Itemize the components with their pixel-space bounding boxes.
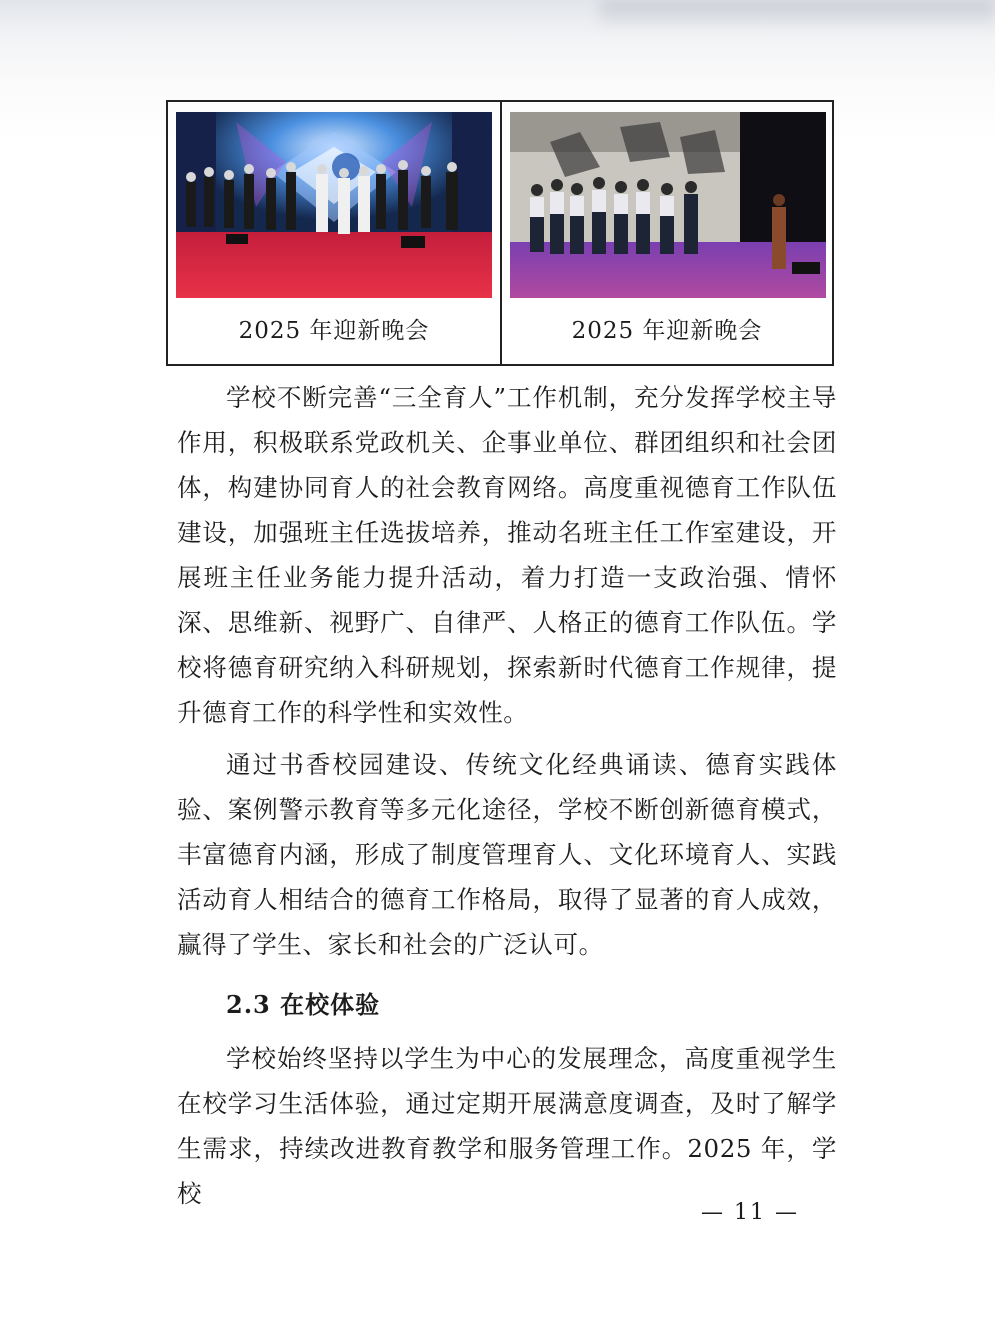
photo-cell-right [500,102,832,364]
paragraph-moral-education-model: 通过书香校园建设、传统文化经典诵读、德育实践体验、案例警示教育等多元化途径，学校不断创新德育模式，丰富德育内涵，形成了制度管理育人、文化环境育人、实践活动育人相结合的德育工作格局，取得了显著的育人成效，赢得了学生、家长和社会的广泛认可。 [177,750,837,959]
section-heading: 2.3 在校体验 [226,990,381,1019]
photo-caption-right: 2025 年迎新晚会 [571,318,763,344]
stage-performance-photo-right [510,112,826,298]
photo-table [166,100,834,366]
page-number: — 11 — [701,1200,799,1225]
scan-shadow [600,0,995,30]
photo-cell-left [168,102,500,364]
stage-performance-photo-left [176,112,492,298]
paragraph-campus-experience: 学校始终坚持以学生为中心的发展理念，高度重视学生在校学习生活体验，通过定期开展满意度调查，及时了解学生需求，持续改进教育教学和服务管理工作。2025 年，学校 [177,1044,837,1208]
paragraph-moral-education-mechanism: 学校不断完善“三全育人”工作机制，充分发挥学校主导作用，积极联系党政机关、企事业单位、群团组织和社会团体，构建协同育人的社会教育网络。高度重视德育工作队伍建设，加强班主任选拔培养，推动名班主任工作室建设，开展班主任业务能力提升活动，着力打造一支政治强、情怀深、思维新、视野广、自律严、人格正的德育工作队伍。学校将德育研究纳入科研规划，探索新时代德育工作规律，提升德育工作的科学性和实效性。 [177,383,837,727]
photo-caption-left: 2025 年迎新晚会 [238,318,430,344]
